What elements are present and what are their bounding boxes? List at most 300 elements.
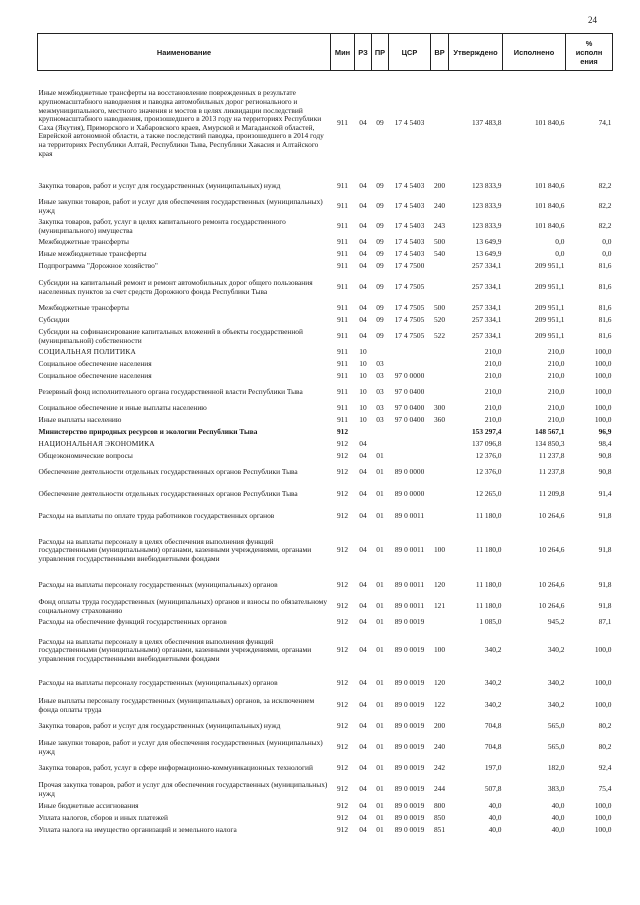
cell-approved: 137 483,8 xyxy=(471,118,502,128)
cell-pr xyxy=(372,439,389,451)
cell-pr: 01 xyxy=(376,763,384,773)
cell-vr: 200 xyxy=(433,181,446,191)
table-row xyxy=(38,463,613,483)
cell-min: 912 xyxy=(336,700,349,710)
cell-pr: 01 xyxy=(376,813,384,823)
cell-pr: 03 xyxy=(376,359,384,369)
cell-vr: 360 xyxy=(433,415,446,425)
cell-rz: 04 xyxy=(359,282,367,292)
cell-vr: 100 xyxy=(433,645,446,655)
table-body xyxy=(38,71,613,837)
cell-csr: 89 0 0019 xyxy=(394,801,425,811)
cell-rz: 04 xyxy=(359,813,367,823)
cell-executed: 0,0 xyxy=(555,237,565,247)
budget-table xyxy=(37,33,613,837)
cell-vr: 520 xyxy=(433,315,446,325)
cell-csr: 89 0 0019 xyxy=(394,763,425,773)
cell-csr: 89 0 0011 xyxy=(394,580,425,590)
table-row xyxy=(38,779,613,801)
cell-approved: 210,0 xyxy=(484,403,502,413)
cell-approved: 197,0 xyxy=(484,763,502,773)
cell-vr xyxy=(431,383,449,403)
cell-name: Иные бюджетные ассигнования xyxy=(38,801,139,811)
cell-csr: 17 4 5403 xyxy=(394,181,425,191)
cell-pr: 09 xyxy=(376,181,384,191)
cell-vr: 200 xyxy=(433,721,446,731)
table-row xyxy=(38,483,613,507)
cell-approved: 123 833,9 xyxy=(471,221,502,231)
cell-min: 912 xyxy=(336,721,349,731)
cell-pr: 01 xyxy=(376,801,384,811)
cell-approved: 12 376,0 xyxy=(475,451,502,461)
cell-vr: 500 xyxy=(433,303,446,313)
cell-rz: 04 xyxy=(359,700,367,710)
cell-pct: 82,2 xyxy=(598,181,612,191)
cell-min: 912 xyxy=(336,489,349,499)
cell-csr: 89 0 0019 xyxy=(394,825,425,835)
cell-approved: 704,8 xyxy=(484,742,502,752)
cell-rz: 04 xyxy=(359,825,367,835)
cell-name: Субсидии xyxy=(38,315,70,325)
cell-approved: 704,8 xyxy=(484,721,502,731)
cell-csr: 17 4 7505 xyxy=(394,331,425,341)
cell-pct: 91,4 xyxy=(598,489,612,499)
cell-rz: 04 xyxy=(359,801,367,811)
cell-executed: 209 951,1 xyxy=(534,261,565,271)
cell-executed: 209 951,1 xyxy=(534,282,565,292)
header-min: Мин xyxy=(331,34,355,71)
table-row xyxy=(38,403,613,415)
table-row xyxy=(38,527,613,575)
cell-min: 912 xyxy=(336,813,349,823)
cell-executed: 340,2 xyxy=(547,700,565,710)
cell-rz: 10 xyxy=(359,359,367,369)
cell-pct: 100,0 xyxy=(594,387,612,397)
cell-vr xyxy=(431,439,449,451)
cell-pct: 80,2 xyxy=(598,742,612,752)
cell-approved: 11 180,0 xyxy=(475,601,502,611)
cell-approved: 13 649,9 xyxy=(475,237,502,247)
cell-rz xyxy=(355,427,372,439)
cell-min: 912 xyxy=(336,580,349,590)
cell-csr xyxy=(389,451,431,463)
cell-pct: 91,8 xyxy=(598,601,612,611)
cell-csr xyxy=(389,359,431,371)
cell-approved: 123 833,9 xyxy=(471,201,502,211)
cell-name: Субсидии на софинансирование капитальных вложений в объекты государственной (муниципальной) собственности xyxy=(38,326,303,345)
cell-csr: 17 4 5403 xyxy=(394,201,425,211)
cell-min: 912 xyxy=(336,451,349,461)
cell-executed: 565,0 xyxy=(547,742,565,752)
cell-approved: 210,0 xyxy=(484,347,502,357)
cell-min: 912 xyxy=(336,617,349,627)
cell-rz: 04 xyxy=(359,249,367,259)
cell-name: Иные выплаты персоналу государственных (муниципальных) органов, за исключением фонда оплаты труда xyxy=(38,695,315,714)
cell-pct: 96,9 xyxy=(598,427,612,437)
cell-approved: 123 833,9 xyxy=(471,181,502,191)
cell-rz: 10 xyxy=(359,347,367,357)
table-row xyxy=(38,813,613,825)
cell-csr: 89 0 0019 xyxy=(394,645,425,655)
cell-pct: 100,0 xyxy=(594,359,612,369)
cell-min: 912 xyxy=(336,678,349,688)
cell-executed: 210,0 xyxy=(547,387,565,397)
cell-vr: 500 xyxy=(433,237,446,247)
table-row xyxy=(38,237,613,249)
cell-pct: 100,0 xyxy=(594,678,612,688)
cell-pr: 09 xyxy=(376,315,384,325)
cell-name: Министерство природных ресурсов и экологии Республики Тыва xyxy=(38,427,258,437)
cell-executed: 383,0 xyxy=(547,784,565,794)
cell-csr: 89 0 0011 xyxy=(394,601,425,611)
cell-pr: 01 xyxy=(376,742,384,752)
cell-csr: 89 0 0000 xyxy=(394,489,425,499)
cell-pr: 01 xyxy=(376,545,384,555)
cell-vr: 540 xyxy=(433,249,446,259)
cell-min: 912 xyxy=(336,601,349,611)
cell-approved: 40,0 xyxy=(488,813,502,823)
cell-min: 912 xyxy=(336,801,349,811)
cell-rz: 04 xyxy=(359,439,367,449)
cell-vr: 243 xyxy=(433,221,446,231)
cell-pr: 09 xyxy=(376,201,384,211)
cell-executed: 209 951,1 xyxy=(534,315,565,325)
cell-pr: 01 xyxy=(376,601,384,611)
cell-min: 911 xyxy=(337,261,348,271)
cell-executed: 40,0 xyxy=(551,825,565,835)
cell-pct: 100,0 xyxy=(594,700,612,710)
cell-rz: 10 xyxy=(359,403,367,413)
cell-csr: 17 4 7505 xyxy=(394,315,425,325)
cell-rz: 04 xyxy=(359,545,367,555)
header-percent xyxy=(566,34,613,71)
cell-rz: 10 xyxy=(359,387,367,397)
cell-pct: 100,0 xyxy=(594,825,612,835)
cell-rz: 10 xyxy=(359,371,367,381)
table-row xyxy=(38,261,613,273)
table-row xyxy=(38,415,613,427)
cell-name: СОЦИАЛЬНАЯ ПОЛИТИКА xyxy=(38,347,137,357)
cell-vr: 120 xyxy=(433,580,446,590)
table-row xyxy=(38,427,613,439)
cell-min: 912 xyxy=(336,467,349,477)
cell-min: 912 xyxy=(336,645,349,655)
cell-rz: 04 xyxy=(359,601,367,611)
cell-vr xyxy=(431,359,449,371)
table-row xyxy=(38,249,613,261)
cell-pct: 100,0 xyxy=(594,801,612,811)
cell-approved: 257 334,1 xyxy=(471,282,502,292)
table-row xyxy=(38,695,613,717)
table-row xyxy=(38,825,613,837)
cell-name: Расходы на выплаты персоналу государственных (муниципальных) органов xyxy=(38,580,278,590)
cell-pct: 0,0 xyxy=(602,249,612,259)
cell-csr xyxy=(389,427,431,439)
cell-min: 911 xyxy=(337,403,348,413)
header-pr: ПР xyxy=(372,34,389,71)
cell-executed: 101 840,6 xyxy=(534,181,565,191)
cell-executed: 11 209,8 xyxy=(538,489,565,499)
cell-approved: 340,2 xyxy=(484,678,502,688)
cell-name: Закупка товаров, работ, услуг в сфере информационно-коммуникационных технологий xyxy=(38,763,313,773)
cell-csr: 97 0 0400 xyxy=(394,387,425,397)
cell-approved: 11 180,0 xyxy=(475,580,502,590)
cell-pct: 100,0 xyxy=(594,813,612,823)
cell-vr: 122 xyxy=(433,700,446,710)
cell-approved: 210,0 xyxy=(484,415,502,425)
cell-approved: 340,2 xyxy=(484,645,502,655)
cell-executed: 210,0 xyxy=(547,347,565,357)
table-row xyxy=(38,177,613,197)
page-number: 24 xyxy=(588,15,597,25)
cell-pct: 0,0 xyxy=(602,237,612,247)
cell-vr: 244 xyxy=(433,784,446,794)
cell-rz: 04 xyxy=(359,303,367,313)
table-row xyxy=(38,629,613,673)
cell-executed: 210,0 xyxy=(547,403,565,413)
cell-pct: 75,4 xyxy=(598,784,612,794)
cell-approved: 11 180,0 xyxy=(475,511,502,521)
cell-vr xyxy=(431,273,449,303)
cell-rz: 04 xyxy=(359,617,367,627)
cell-rz: 04 xyxy=(359,580,367,590)
cell-csr: 89 0 0019 xyxy=(394,700,425,710)
cell-approved: 153 297,4 xyxy=(471,427,502,437)
cell-rz: 04 xyxy=(359,201,367,211)
cell-csr: 89 0 0011 xyxy=(394,545,425,555)
cell-pct: 100,0 xyxy=(594,645,612,655)
cell-min: 911 xyxy=(337,249,348,259)
table-row xyxy=(38,347,613,359)
cell-approved: 11 180,0 xyxy=(475,545,502,555)
cell-min: 912 xyxy=(336,545,349,555)
cell-name: Иные закупки товаров, работ и услуг для обеспечения государственных (муниципальных) нужд xyxy=(38,196,323,215)
cell-name: Социальное обеспечение и иные выплаты населению xyxy=(38,403,207,413)
cell-pct: 81,6 xyxy=(598,331,612,341)
table-row xyxy=(38,717,613,737)
cell-executed: 209 951,1 xyxy=(534,331,565,341)
cell-vr xyxy=(431,451,449,463)
cell-vr: 300 xyxy=(433,403,446,413)
cell-min: 911 xyxy=(337,371,348,381)
cell-pr: 01 xyxy=(376,451,384,461)
cell-name: Иные межбюджетные трансферты на восстановление поврежденных в результате крупномасштабного наводнения и паводка автомобильных дорог регионального и межмуниципального, местного значения и мостов в целях ликвидации последствий крупномасштабного наводнения, произошедшего в 2013 году на территориях Республики Саха (Якутия), Приморского и Хабаровского краев, Амурской и Магаданской областей, Еврейской автономной области, а также последствий паводка, произошедшего в 2014 году на территориях Республики Алтай, Республики Тыва, Республики Хакасия и Алтайского края xyxy=(38,88,324,158)
cell-executed: 148 567,1 xyxy=(534,427,565,437)
cell-pr xyxy=(372,347,389,359)
cell-csr: 89 0 0019 xyxy=(394,742,425,752)
cell-pct: 91,8 xyxy=(598,580,612,590)
cell-executed: 101 840,6 xyxy=(534,118,565,128)
cell-pr: 01 xyxy=(376,580,384,590)
cell-pr: 01 xyxy=(376,678,384,688)
cell-min: 911 xyxy=(337,315,348,325)
cell-approved: 13 649,9 xyxy=(475,249,502,259)
cell-rz: 04 xyxy=(359,763,367,773)
cell-pct: 81,6 xyxy=(598,315,612,325)
cell-approved: 210,0 xyxy=(484,387,502,397)
cell-approved: 257 334,1 xyxy=(471,303,502,313)
cell-csr: 89 0 0019 xyxy=(394,678,425,688)
cell-min: 912 xyxy=(336,427,349,437)
cell-csr: 89 0 0019 xyxy=(394,617,425,627)
cell-name: Расходы на обеспечение функций государственных органов xyxy=(38,617,227,627)
table-header-row xyxy=(38,34,613,71)
cell-rz: 04 xyxy=(359,678,367,688)
cell-name: Прочая закупка товаров, работ и услуг для обеспечения государственных (муниципальных) нужд xyxy=(38,779,328,798)
cell-vr: 240 xyxy=(433,201,446,211)
cell-min: 911 xyxy=(337,282,348,292)
cell-executed: 209 951,1 xyxy=(534,303,565,313)
cell-approved: 1 085,0 xyxy=(479,617,502,627)
cell-pct: 81,6 xyxy=(598,261,612,271)
cell-min: 911 xyxy=(337,237,348,247)
cell-pct: 82,2 xyxy=(598,201,612,211)
cell-approved: 340,2 xyxy=(484,700,502,710)
cell-pct: 87,1 xyxy=(598,617,612,627)
cell-min: 912 xyxy=(336,511,349,521)
cell-csr: 89 0 0019 xyxy=(394,784,425,794)
cell-vr xyxy=(431,507,449,527)
cell-rz: 04 xyxy=(359,645,367,655)
cell-pr: 03 xyxy=(376,387,384,397)
cell-executed: 40,0 xyxy=(551,801,565,811)
cell-vr: 522 xyxy=(433,331,446,341)
cell-name: Подпрограмма "Дорожное хозяйство" xyxy=(38,261,158,271)
table-row xyxy=(38,217,613,237)
cell-min: 911 xyxy=(337,331,348,341)
header-csr: ЦСР xyxy=(389,34,431,71)
cell-pr: 01 xyxy=(376,700,384,710)
cell-rz: 04 xyxy=(359,261,367,271)
cell-executed: 101 840,6 xyxy=(534,221,565,231)
table-row xyxy=(38,737,613,759)
cell-vr: 100 xyxy=(433,545,446,555)
cell-pr: 09 xyxy=(376,118,384,128)
cell-approved: 137 096,8 xyxy=(471,439,502,449)
cell-csr: 17 4 7505 xyxy=(394,282,425,292)
cell-name: Социальное обеспечение населения xyxy=(38,371,152,381)
cell-vr: 121 xyxy=(433,601,446,611)
cell-pr: 01 xyxy=(376,489,384,499)
cell-executed: 565,0 xyxy=(547,721,565,731)
cell-min: 911 xyxy=(337,415,348,425)
cell-approved: 507,8 xyxy=(484,784,502,794)
cell-csr: 97 0 0400 xyxy=(394,403,425,413)
cell-min: 912 xyxy=(336,825,349,835)
cell-name: НАЦИОНАЛЬНАЯ ЭКОНОМИКА xyxy=(38,439,155,449)
cell-pct: 81,6 xyxy=(598,303,612,313)
cell-min: 911 xyxy=(337,181,348,191)
cell-csr: 17 4 7500 xyxy=(394,261,425,271)
cell-executed: 101 840,6 xyxy=(534,201,565,211)
cell-min: 912 xyxy=(336,742,349,752)
cell-vr xyxy=(431,347,449,359)
cell-approved: 257 334,1 xyxy=(471,261,502,271)
cell-name: Расходы на выплаты по оплате труда работников государственных органов xyxy=(38,511,275,521)
cell-csr: 17 4 5403 xyxy=(394,249,425,259)
cell-min: 911 xyxy=(337,359,348,369)
cell-rz: 04 xyxy=(359,467,367,477)
cell-csr: 17 4 5403 xyxy=(394,221,425,231)
cell-pr: 01 xyxy=(376,721,384,731)
cell-pct: 92,4 xyxy=(598,763,612,773)
header-rz: РЗ xyxy=(355,34,372,71)
cell-rz: 04 xyxy=(359,721,367,731)
table-row xyxy=(38,439,613,451)
cell-name: Уплата налогов, сборов и иных платежей xyxy=(38,813,168,823)
cell-vr xyxy=(431,463,449,483)
cell-vr: 800 xyxy=(433,801,446,811)
cell-executed: 10 264,6 xyxy=(538,511,565,521)
cell-pr: 09 xyxy=(376,282,384,292)
cell-name: Резервный фонд исполнительного органа государственной власти Республики Тыва xyxy=(38,387,303,397)
cell-vr: 850 xyxy=(433,813,446,823)
cell-csr: 97 0 0000 xyxy=(394,371,425,381)
cell-executed: 945,2 xyxy=(547,617,565,627)
cell-executed: 40,0 xyxy=(551,813,565,823)
cell-pr: 09 xyxy=(376,249,384,259)
cell-rz: 04 xyxy=(359,784,367,794)
cell-pct: 74,1 xyxy=(598,118,612,128)
cell-pr: 01 xyxy=(376,784,384,794)
cell-executed: 134 850,3 xyxy=(534,439,565,449)
cell-approved: 257 334,1 xyxy=(471,315,502,325)
cell-csr xyxy=(389,439,431,451)
header-percent-line1: исполн xyxy=(575,47,603,57)
cell-approved: 12 376,0 xyxy=(475,467,502,477)
cell-pct: 82,2 xyxy=(598,221,612,231)
cell-min: 912 xyxy=(336,439,349,449)
cell-pr: 09 xyxy=(376,303,384,313)
cell-pct: 100,0 xyxy=(594,371,612,381)
cell-pr: 09 xyxy=(376,261,384,271)
cell-executed: 10 264,6 xyxy=(538,545,565,555)
cell-executed: 0,0 xyxy=(555,249,565,259)
cell-min: 911 xyxy=(337,118,348,128)
cell-approved: 12 265,0 xyxy=(475,489,502,499)
cell-vr xyxy=(431,617,449,629)
table-row xyxy=(38,597,613,617)
cell-name: Закупка товаров, работ и услуг для государственных (муниципальных) нужд xyxy=(38,721,281,731)
cell-executed: 11 237,8 xyxy=(538,467,565,477)
table-row xyxy=(38,575,613,597)
cell-rz: 04 xyxy=(359,489,367,499)
cell-rz: 04 xyxy=(359,451,367,461)
cell-pct: 100,0 xyxy=(594,415,612,425)
cell-pr: 01 xyxy=(376,467,384,477)
header-vr: ВР xyxy=(431,34,449,71)
header-executed: Исполнено xyxy=(503,34,566,71)
cell-approved: 40,0 xyxy=(488,825,502,835)
cell-vr: 242 xyxy=(433,763,446,773)
cell-pct: 91,8 xyxy=(598,511,612,521)
cell-name: Расходы на выплаты персоналу государственных (муниципальных) органов xyxy=(38,678,278,688)
cell-min: 911 xyxy=(337,201,348,211)
cell-vr: 851 xyxy=(433,825,446,835)
cell-vr xyxy=(431,71,449,177)
cell-min: 911 xyxy=(337,221,348,231)
cell-name: Иные закупки товаров, работ и услуг для обеспечения государственных (муниципальных) нужд xyxy=(38,737,323,756)
cell-rz: 04 xyxy=(359,221,367,231)
cell-approved: 210,0 xyxy=(484,359,502,369)
cell-executed: 182,0 xyxy=(547,763,565,773)
table-row xyxy=(38,315,613,327)
cell-name: Иные выплаты населению xyxy=(38,415,122,425)
cell-pr xyxy=(372,427,389,439)
cell-approved: 257 334,1 xyxy=(471,331,502,341)
cell-min: 911 xyxy=(337,347,348,357)
cell-vr: 120 xyxy=(433,678,446,688)
